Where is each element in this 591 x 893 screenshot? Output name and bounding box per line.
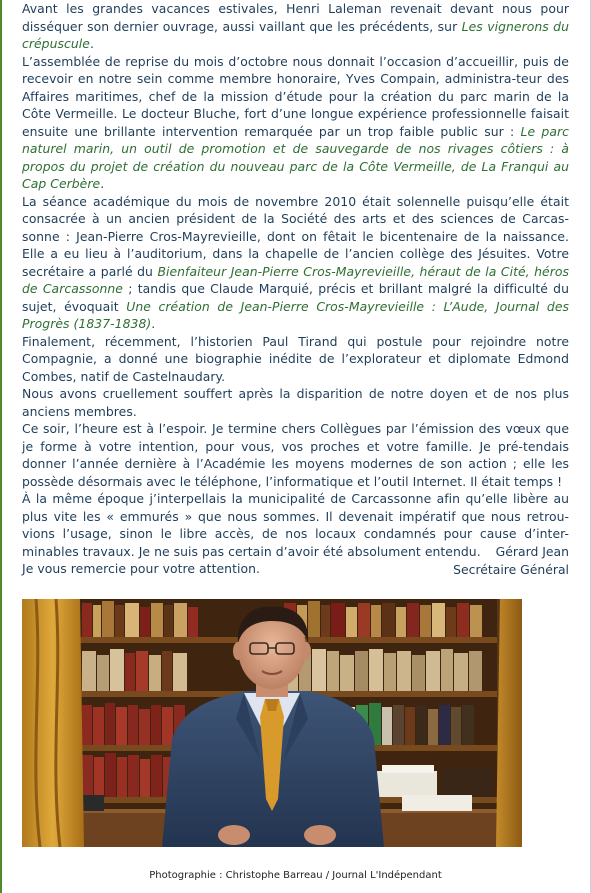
- italic-title-text: Une création de Jean-Pierre Cros-Mayrevieille : L’Aude, Journal des Progrès (1837-1838): [22, 298, 569, 331]
- paragraph-text: Je vous remercie pour votre attention.: [22, 561, 260, 576]
- paragraph-text: ; tandis que Claude Marquié, précis et brillant malgré la difficulté du sujet, évoquait: [22, 281, 569, 314]
- paragraph-text: Finalement, récemment, l’historien Paul Tirand qui postule pour rejoindre notre Compagnie, a donné une biographie inédite de l’explorateur et diplomate Edmond Combes, natif de Castelnaudary.: [22, 333, 569, 384]
- portrait-photo: [22, 599, 522, 847]
- signature-block: [22, 543, 569, 578]
- photo-caption: Photographie : Christophe Barreau / Journal L'Indépendant: [149, 870, 442, 881]
- article-paragraph: [22, 0, 569, 53]
- paragraph-text: Nous avons cruellement souffert après la disparition de notre doyen et de nos plus anciens membres.: [22, 386, 569, 419]
- article-paragraph: [22, 385, 569, 420]
- portrait-photo-illustration: [22, 599, 522, 847]
- paragraph-text: La séance académique du mois de novembre 2010 était solennelle puisqu’elle était consacrée à un ancien président de la Société des arts et des sciences de Carcas-sonne : Jean-Pierre Cros-Mayrevieille, dont on fêtait le bicentenaire de la naissance. Elle a eu lieu à l’auditorium, dans la chapelle de l’ancien collège des Jésuites. Votre secrétaire a parlé du: [22, 193, 569, 279]
- article-paragraph: [22, 193, 569, 333]
- paragraph-text: .: [151, 316, 156, 331]
- italic-title-text: Les vignerons du crépuscule: [22, 18, 569, 51]
- paragraph-text: À la même époque j’interpellais la municipalité de Carcassonne afin qu’elle libère au plus vite les « emmurés » que nous sommes. Il devenait impératif que nous retrou-vions l’usage, sinon le libre accès, de nos locaux condamnés pour cause d’inter-minables travaux. Je ne suis pas certain d’avoir été absolument entendu.: [22, 491, 569, 559]
- paragraph-text: L’assemblée de reprise du mois d’octobre nous donnait l’occasion d’accueillir, puis de recevoir en notre sein comme membre honoraire, Yves Compain, administra-teur des Affaires maritimes, chef de la mission d’étude pour la création du parc marin de la Côte Vermeille. Le docteur Bluche, fort d’une longue expérience professionnelle faisait ensuite une brillante intervention remarquée par un trop faible public sur :: [22, 53, 569, 139]
- signature-role: Secrétaire Général: [453, 561, 569, 577]
- italic-title-text: Bienfaiteur Jean-Pierre Cros-Mayrevieille, héraut de la Cité, héros de Carcassonne: [22, 263, 569, 296]
- article-paragraph: [22, 333, 569, 386]
- article-paragraph: [22, 420, 569, 490]
- article-body: [22, 0, 569, 578]
- paragraph-text: .: [100, 176, 105, 191]
- article-paragraph: [22, 53, 569, 193]
- paragraph-text: Ce soir, l’heure est à l’espoir. Je termine chers Collègues par l’émission des vœux que je forme à votre intention, pour vous, vos proches et votre famille. Je pré-tendais donner l’année dernière à l’Académie les moyens modernes de son action ; elle les possède désormais avec le téléphone, l’informatique et l’outil Internet. Il était temps !: [22, 421, 569, 489]
- paragraph-text: Avant les grandes vacances estivales, Henri Laleman revenait devant nous pour disséquer son dernier ouvrage, aussi vaillant que les précédents, sur: [22, 1, 569, 34]
- italic-title-text: Le parc naturel marin, un outil de promotion et de sauvegarde de nos rivages côtiers : à propos du projet de création du nouveau parc de la Côte Vermeille, de La Franqui au Cap Cerbère: [22, 123, 569, 191]
- paragraph-text: .: [89, 36, 94, 51]
- left-border-rule: [0, 0, 2, 893]
- signature-name: Gérard Jean: [495, 544, 569, 559]
